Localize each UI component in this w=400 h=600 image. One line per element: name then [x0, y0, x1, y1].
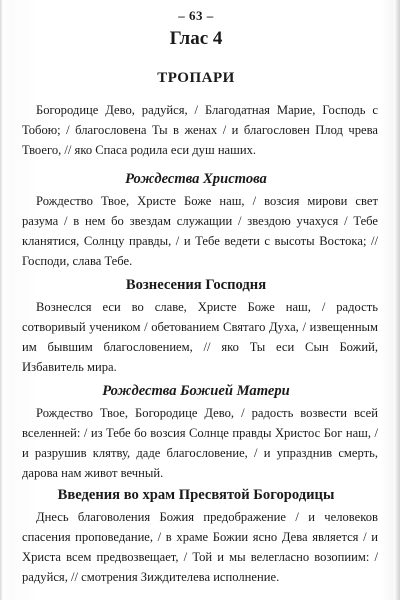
- page-edge-right: [394, 0, 400, 600]
- page-number: – 63 –: [178, 8, 214, 23]
- subheading: Вознесения Господня: [125, 277, 267, 293]
- page-edge-left: [0, 0, 3, 600]
- troparion-text: Рождество Твое, Христе Боже наш, / возсия мирови свет разума / в нем бо звездам служащии / звездою учахуся / Тебе кланятися, Солнцу правды, / и Тебе ведети с высоты Востока; // Господи, слава Тебе.: [22, 194, 378, 268]
- troparion-text: Вознеслся еси во славе, Христе Боже наш, / радость сотворивый учеником / обетованием Святаго Духа, / извещенным им бывшим благословением, // яко Ты еси Сын Божий, Избавитель мира.: [22, 300, 378, 374]
- subheading: Рождества Христова: [125, 171, 267, 187]
- troparion-text: Рождество Твое, Богородице Дево, / радость возвести всей вселенней: / из Тебе бо возсия Солнце правды Христос Бог наш, / и разрушив клятву, даде благословение, / и упразднив смерть, дарова нам живот вечный.: [22, 406, 378, 480]
- subheading: Рождества Божией Матери: [102, 383, 290, 399]
- page-title: Глас 4: [169, 28, 223, 49]
- subheading: Введения во храм Пресвятой Богородицы: [57, 487, 335, 503]
- troparion-text: Богородице Дево, радуйся, / Благодатная Марие, Господь с Тобою; / благословена Ты в женах / и благословен Плод чрева Твоего, // яко Спаса родила еси душ наших.: [22, 103, 378, 157]
- troparion-text: Днесь благоволения Божия предображение / и человеков спасения проповедание, / в храме Божии ясно Дева является / и Христа всем предвозвещает, / Той и мы велегласно возопиим: / радуйся, // смотрения Зиждителева исполнение.: [22, 510, 378, 584]
- section-title: ТРОПАРИ: [157, 70, 235, 86]
